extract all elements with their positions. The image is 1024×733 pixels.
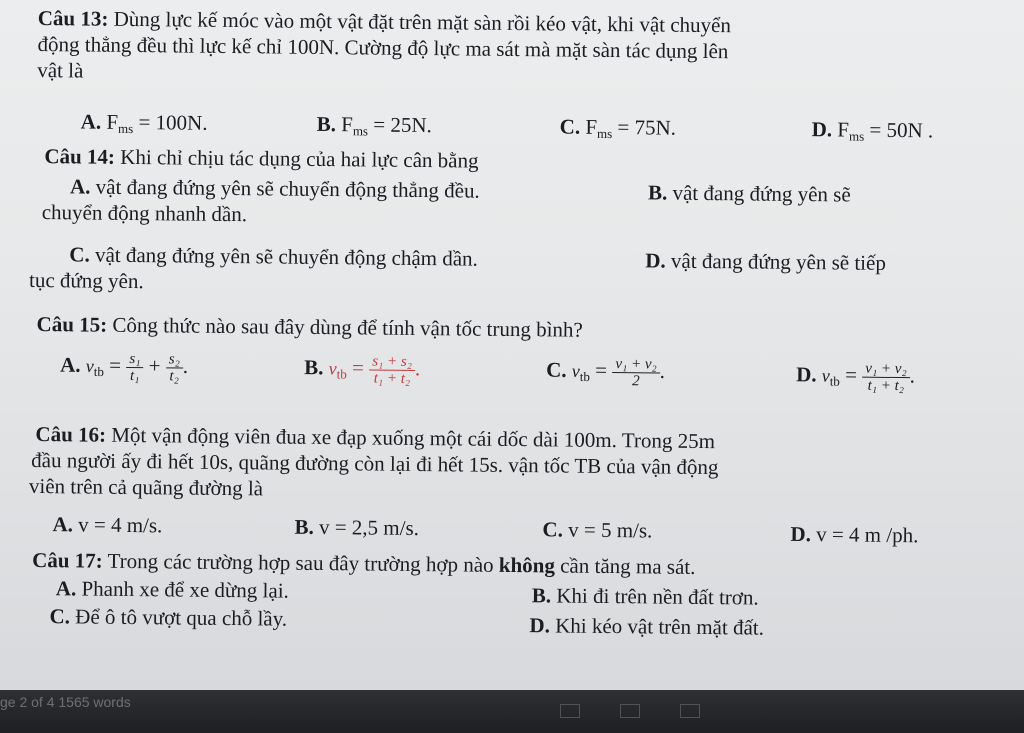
q15-line-1	[37, 312, 583, 342]
q17-option-d[interactable]: D. Khi kéo vật trên mặt đất.	[529, 613, 765, 640]
q15-option-b[interactable]: B. $v_{tb}$ = $\frac{\text{s₁ + s₂}}{\text{t₁ + t₂}}$ .	[304, 353, 421, 387]
q16-line-3: viên trên cả quãng đường là	[28, 473, 264, 501]
q17-label: Câu 17:	[32, 547, 103, 573]
status-page-word-count: ge 2 of 4 1565 words	[0, 694, 131, 710]
print-layout-icon[interactable]	[620, 704, 640, 718]
q14-option-b-continued: chuyển động nhanh dần.	[41, 200, 248, 227]
q13-option-c[interactable]: C. $F_{ms} = 75N$.	[559, 114, 677, 142]
q13-label: Câu 13:	[37, 5, 109, 31]
status-bar	[0, 690, 1024, 733]
q15-a-frac-1: $\frac{\text{s₁}}{\text{t₁}}$	[126, 351, 143, 384]
q16-option-c[interactable]: C. v = 5 m/s.	[542, 517, 653, 543]
q14-text-1: Khi chỉ chịu tác dụng của hai lực cân bằng	[120, 144, 479, 173]
web-layout-icon[interactable]	[680, 704, 700, 718]
q13-line-2: động thẳng đều thì lực kế chỉ 100N. Cường độ lực ma sát mà mặt sàn tác dụng lên	[37, 31, 729, 64]
q16-option-a[interactable]: A. v = 4 m/s.	[52, 512, 163, 538]
q15-c-frac: $\frac{\text{v₁ + v₂}}{2}$	[612, 356, 660, 389]
q13-option-b[interactable]: B. $F_{ms} = 25N$.	[316, 111, 432, 139]
q14-line-1	[44, 144, 478, 173]
q13-text-1: Dùng lực kế móc vào một vật đặt trên mặt sàn rồi kéo vật, khi vật chuyển	[113, 6, 732, 38]
q14-option-d-continued: tục đứng yên.	[28, 267, 144, 294]
q17-option-b[interactable]: B. Khi đi trên nền đất trơn.	[531, 583, 759, 610]
q13-option-d[interactable]: D. $F_{ms} = 50N$ .	[811, 117, 934, 144]
document-content	[28, 2, 998, 640]
q16-option-b[interactable]: B. v = 2,5 m/s.	[294, 514, 420, 541]
q16-line-2: đầu người ấy đi hết 10s, quãng đường còn lại đi hết 15s. vận tốc TB của vận động	[31, 447, 719, 480]
q15-d-frac: $\frac{\text{v₁ + v₂}}{\text{t₁ + t₂}}$	[862, 361, 910, 394]
q15-text-1: Công thức nào sau đây dùng để tính vận tốc trung bình?	[112, 312, 583, 342]
q13-line-3: vật là	[37, 57, 84, 83]
q15-b-frac: $\frac{\text{s₁ + s₂}}{\text{t₁ + t₂}}$	[369, 353, 415, 386]
q16-option-d[interactable]: D. v = 4 m /ph.	[790, 521, 919, 548]
q17-option-a[interactable]: A. Phanh xe để xe dừng lại.	[55, 576, 289, 603]
q13-option-a[interactable]: A. $F_{ms} = 100N$.	[80, 109, 208, 137]
q16-label: Câu 16:	[35, 421, 107, 447]
q15-label: Câu 15:	[36, 312, 108, 337]
q14-option-b[interactable]: B. vật đang đứng yên sẽ	[647, 180, 851, 207]
q14-option-d[interactable]: D. vật đang đứng yên sẽ tiếp	[645, 248, 887, 275]
q15-option-c[interactable]: C. $v_{tb}$ = $\frac{\text{v₁ + v₂}}{2}$ .	[546, 356, 666, 390]
q14-option-a[interactable]: A. vật đang đứng yên sẽ chuyển động thẳng đều.	[69, 174, 480, 203]
q14-label: Câu 14:	[44, 144, 116, 169]
q17-emphasis: không	[498, 552, 556, 578]
q15-option-a[interactable]: A. $v_{tb}$ = $\frac{\text{s₁}}{\text{t₁}}$ + $\frac{\text{s₂}}{\text{t₂}}$ .	[60, 350, 189, 385]
q14-option-c[interactable]: C. vật đang đứng yên sẽ chuyển động chậm dần.	[69, 242, 479, 271]
q17-option-c[interactable]: C. Để ô tô vượt qua chỗ lầy.	[49, 604, 288, 631]
q15-a-frac-2: $\frac{\text{s₂}}{\text{t₂}}$	[166, 351, 183, 384]
q16-text-1: Một vận động viên đua xe đạp xuống một cái dốc dài 100m. Trong 25m	[111, 422, 716, 454]
q17-line-1: Câu 17: Trong các trường hợp sau đây trường hợp nào không cần tăng ma sát.	[32, 547, 696, 579]
read-mode-icon[interactable]	[560, 704, 580, 718]
q15-option-d[interactable]: D. $v_{tb}$ = $\frac{\text{v₁ + v₂}}{\text{t₁ + t₂}}$ .	[796, 360, 916, 395]
